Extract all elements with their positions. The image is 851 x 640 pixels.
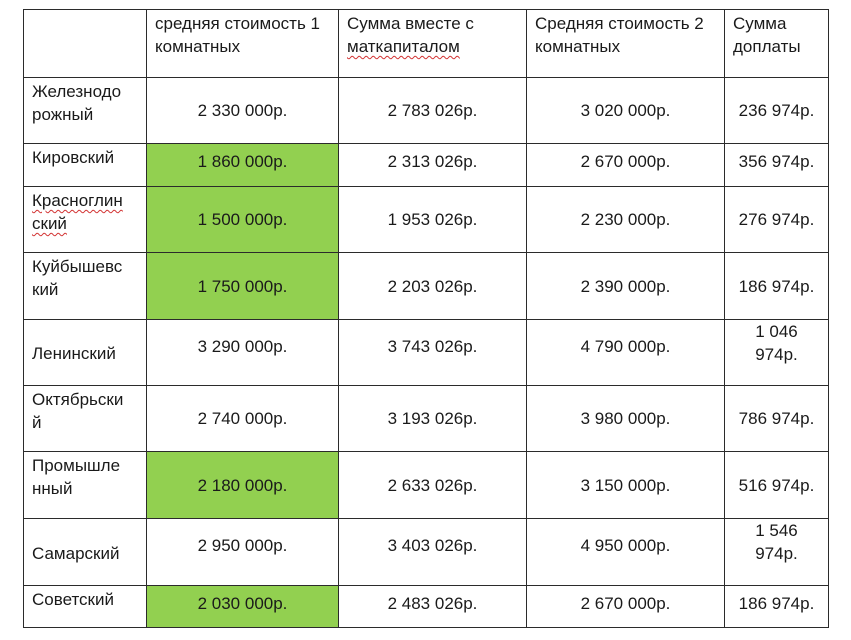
district-line: Ленинский: [32, 344, 116, 363]
avg-1room-cell: 1 750 000р.: [147, 253, 339, 320]
district-line: Октябрьски: [32, 390, 124, 409]
surcharge-cell: 516 974р.: [725, 452, 829, 519]
district-line: Промышле: [32, 456, 121, 475]
table-row: [24, 386, 829, 452]
district-line: нный: [32, 479, 73, 498]
sum-matcapital-cell: 3 403 026р.: [339, 519, 527, 586]
surcharge-cell: 236 974р.: [725, 78, 829, 144]
avg-1room-cell: 2 330 000р.: [147, 78, 339, 144]
district-cell: [24, 519, 147, 586]
district-line: Красноглин: [32, 191, 123, 210]
surcharge-line: 974р.: [755, 544, 798, 563]
surcharge-cell: 786 974р.: [725, 386, 829, 452]
header-sum-matcapital-line2: маткапиталом: [347, 37, 460, 56]
table-row: [24, 144, 829, 187]
price-table: [23, 9, 829, 628]
table-row: [24, 320, 829, 386]
district-line: Кировский: [32, 148, 115, 167]
surcharge-cell: 186 974р.: [725, 586, 829, 628]
sum-matcapital-cell: 2 783 026р.: [339, 78, 527, 144]
table-row: [24, 452, 829, 519]
district-cell: [24, 586, 147, 628]
header-empty-cell: [24, 10, 147, 78]
district-line: кий: [32, 280, 59, 299]
surcharge-line: 974р.: [755, 345, 798, 364]
sum-matcapital-cell: 2 313 026р.: [339, 144, 527, 187]
avg-2room-cell: 2 670 000р.: [527, 144, 725, 187]
header-avg-2room: Средняя стоимость 2 комнатных: [527, 10, 725, 78]
district-line: Куйбышевс: [32, 257, 123, 276]
table-row: [24, 253, 829, 320]
sum-matcapital-cell: 3 193 026р.: [339, 386, 527, 452]
header-sum-matcapital-line1: Сумма вместе с: [347, 14, 474, 33]
district-cell: [24, 320, 147, 386]
district-cell: [24, 452, 147, 519]
avg-2room-cell: 3 980 000р.: [527, 386, 725, 452]
avg-1room-cell: 3 290 000р.: [147, 320, 339, 386]
avg-2room-cell: 3 150 000р.: [527, 452, 725, 519]
avg-2room-cell: 3 020 000р.: [527, 78, 725, 144]
header-avg-1room: средняя стоимость 1 комнатных: [147, 10, 339, 78]
avg-2room-cell: 2 390 000р.: [527, 253, 725, 320]
surcharge-cell: 356 974р.: [725, 144, 829, 187]
avg-1room-cell: 2 740 000р.: [147, 386, 339, 452]
district-cell: [24, 386, 147, 452]
table-row: [24, 78, 829, 144]
sum-matcapital-cell: 2 483 026р.: [339, 586, 527, 628]
district-cell: [24, 187, 147, 253]
sum-matcapital-cell: 1 953 026р.: [339, 187, 527, 253]
avg-2room-cell: 4 790 000р.: [527, 320, 725, 386]
avg-1room-cell: 2 950 000р.: [147, 519, 339, 586]
avg-2room-cell: 4 950 000р.: [527, 519, 725, 586]
avg-1room-cell: 2 030 000р.: [147, 586, 339, 628]
header-surcharge: Сумма доплаты: [725, 10, 829, 78]
surcharge-line: 1 046: [755, 322, 798, 341]
avg-1room-cell: 2 180 000р.: [147, 452, 339, 519]
sum-matcapital-cell: 3 743 026р.: [339, 320, 527, 386]
surcharge-cell: [725, 519, 829, 586]
district-line: Железнодо: [32, 82, 122, 101]
surcharge-cell: [725, 320, 829, 386]
district-line: й: [32, 413, 42, 432]
district-cell: [24, 144, 147, 187]
avg-1room-cell: 1 500 000р.: [147, 187, 339, 253]
district-line: ский: [32, 214, 67, 233]
district-line: Самарский: [32, 543, 120, 563]
sum-matcapital-cell: 2 633 026р.: [339, 452, 527, 519]
surcharge-cell: 186 974р.: [725, 253, 829, 320]
avg-2room-cell: 2 230 000р.: [527, 187, 725, 253]
district-cell: [24, 253, 147, 320]
surcharge-line: 1 546: [755, 521, 798, 540]
surcharge-cell: 276 974р.: [725, 187, 829, 253]
avg-1room-cell: 1 860 000р.: [147, 144, 339, 187]
district-line: рожный: [32, 105, 94, 124]
sum-matcapital-cell: 2 203 026р.: [339, 253, 527, 320]
header-sum-matcapital: [339, 10, 527, 78]
district-line: Советский: [32, 590, 114, 609]
table-row: [24, 187, 829, 253]
table-row: [24, 519, 829, 586]
avg-2room-cell: 2 670 000р.: [527, 586, 725, 628]
table-row: [24, 586, 829, 628]
district-cell: [24, 78, 147, 144]
header-row: [24, 10, 829, 78]
